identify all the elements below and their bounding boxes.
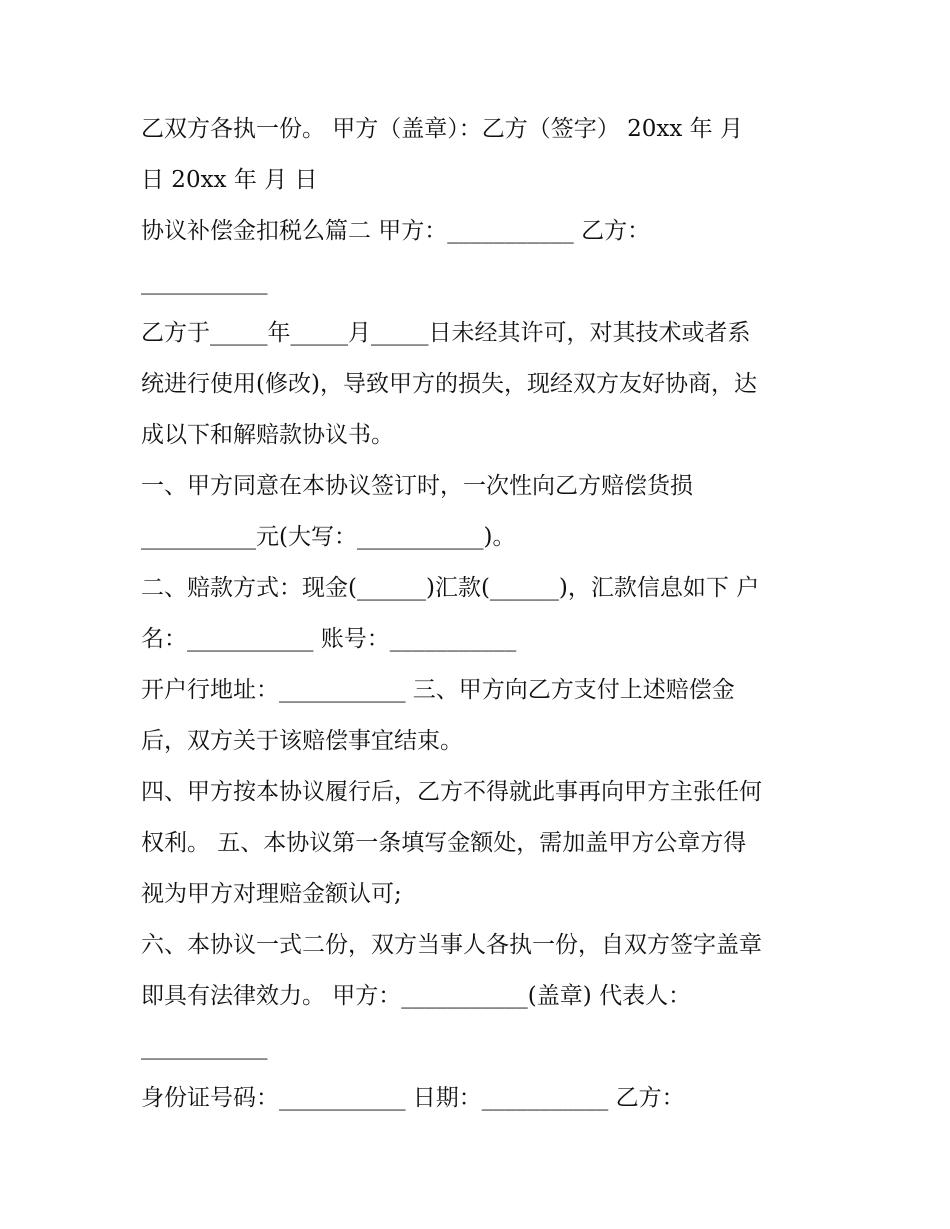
text-line: 日 20xx 年 月 日: [141, 167, 318, 193]
text-line: 乙方于_____年_____月_____日未经其许可，对其技术或者系: [141, 320, 751, 346]
text-line: ___________: [141, 1034, 268, 1060]
text-line: __________元(大写：___________)。: [141, 524, 516, 550]
text-line: 乙双方各执一份。 甲方（盖章）：乙方（签字） 20xx 年 月: [141, 116, 743, 142]
text-line: 即具有法律效力。 甲方：___________(盖章) 代表人：: [141, 983, 692, 1009]
text-line: 开户行地址：___________ 三、甲方向乙方支付上述赔偿金: [141, 677, 735, 703]
text-line: 权利。 五、本协议第一条填写金额处，需加盖甲方公章方得: [141, 830, 747, 856]
text-line: 一、甲方同意在本协议签订时，一次性向乙方赔偿货损: [141, 473, 693, 499]
text-line: 身份证号码：___________ 日期：___________ 乙方：: [141, 1085, 685, 1111]
agreement-text: [141, 104, 821, 1124]
text-line: 名：___________ 账号：___________: [141, 626, 517, 652]
text-line: 协议补偿金扣税么篇二 甲方：___________ 乙方：: [141, 218, 651, 244]
text-line: 成以下和解赔款协议书。: [141, 422, 394, 448]
text-line: 视为甲方对理赔金额认可;: [141, 881, 402, 907]
text-line: 后，双方关于该赔偿事宜结束。: [141, 728, 463, 754]
text-line: 二、赔款方式：现金(______)汇款(______)，汇款信息如下 户: [141, 575, 760, 601]
text-line: 四、甲方按本协议履行后，乙方不得就此事再向甲方主张任何: [141, 779, 762, 805]
text-line: 统进行使用(修改)，导致甲方的损失，现经双方友好协商，达: [141, 371, 757, 397]
text-line: ___________: [141, 269, 268, 295]
text-line: 六、本协议一式二份，双方当事人各执一份，自双方签字盖章: [141, 932, 762, 958]
